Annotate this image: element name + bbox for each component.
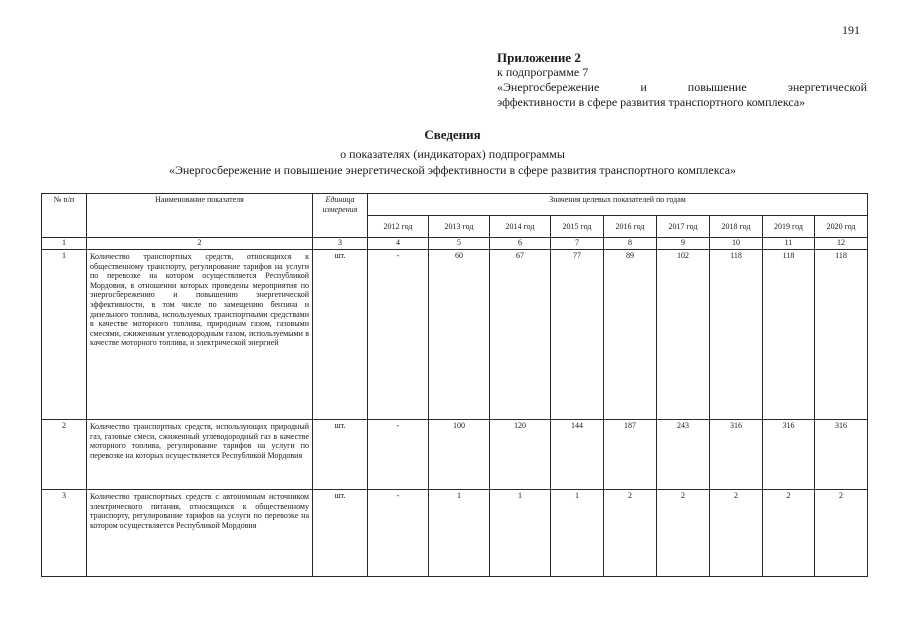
row-value: 102 — [657, 250, 710, 420]
table-row — [42, 250, 868, 420]
header-unit: Единица измерения — [313, 194, 368, 238]
row-name: Количество транспортных средств с автономным источником электрического питания, относящихся к общественному транспорту, регулирование тарифов на услуги по перевозке на котором осуществляется Республикой Мордовия — [87, 490, 313, 577]
row-value: - — [368, 490, 429, 577]
row-value: 187 — [604, 420, 657, 490]
row-value: 316 — [815, 420, 868, 490]
header-year: 2013 год — [429, 216, 490, 238]
column-number: 9 — [657, 238, 710, 250]
column-number: 11 — [763, 238, 815, 250]
row-value: 2 — [604, 490, 657, 577]
header-values: Значения целевых показателей по годам — [368, 194, 868, 216]
column-number: 2 — [87, 238, 313, 250]
appendix-block — [497, 50, 867, 110]
row-value: - — [368, 250, 429, 420]
column-number: 12 — [815, 238, 868, 250]
column-number: 6 — [490, 238, 551, 250]
row-value: 316 — [763, 420, 815, 490]
row-unit: шт. — [313, 420, 368, 490]
row-value: 2 — [763, 490, 815, 577]
row-num: 2 — [42, 420, 87, 490]
header-name: Наименование показателя — [87, 194, 313, 238]
header-year: 2016 год — [604, 216, 657, 238]
row-value: 118 — [763, 250, 815, 420]
row-value: 316 — [710, 420, 763, 490]
header-year: 2020 год — [815, 216, 868, 238]
row-value: 1 — [429, 490, 490, 577]
header-year: 2017 год — [657, 216, 710, 238]
header-year: 2019 год — [763, 216, 815, 238]
header-num: № п/п — [42, 194, 87, 238]
header-year: 2018 год — [710, 216, 763, 238]
page-number: 191 — [842, 23, 860, 37]
row-value: 1 — [490, 490, 551, 577]
info-subtitle-1: о показателях (индикаторах) подпрограммы — [340, 147, 565, 161]
column-number: 10 — [710, 238, 763, 250]
header-year: 2015 год — [551, 216, 604, 238]
row-value: 243 — [657, 420, 710, 490]
row-value: 118 — [710, 250, 763, 420]
appendix-line-2: «Энергосбережение и повышение энергетической — [497, 80, 867, 94]
row-value: 144 — [551, 420, 604, 490]
column-number: 3 — [313, 238, 368, 250]
row-value: 2 — [815, 490, 868, 577]
appendix-line-1: к подпрограмме 7 — [497, 65, 589, 79]
info-title: Сведения — [424, 127, 481, 142]
row-value: 120 — [490, 420, 551, 490]
row-value: 118 — [815, 250, 868, 420]
row-name: Количество транспортных средств, использующих природный газ, газовые смеси, сжиженный углеводородный газ в качестве моторного топлива, регулирование тарифов на услуги по перевозке на которых осуществляется Республикой Мордовия — [87, 420, 313, 490]
row-value: 1 — [551, 490, 604, 577]
row-num: 3 — [42, 490, 87, 577]
header-row-1 — [42, 194, 868, 216]
table-row — [42, 490, 868, 577]
row-value: 60 — [429, 250, 490, 420]
indicators-table — [41, 193, 868, 577]
info-subtitle-2: «Энергосбережение и повышение энергетической эффективности в сфере развития транспортного комплекса» — [168, 163, 737, 177]
column-number: 1 — [42, 238, 87, 250]
row-value: 2 — [710, 490, 763, 577]
header-year: 2012 год — [368, 216, 429, 238]
table-row — [42, 420, 868, 490]
row-unit: шт. — [313, 490, 368, 577]
row-value: 89 — [604, 250, 657, 420]
column-number: 8 — [604, 238, 657, 250]
row-num: 1 — [42, 250, 87, 420]
row-value: 2 — [657, 490, 710, 577]
row-value: 77 — [551, 250, 604, 420]
header-year: 2014 год — [490, 216, 551, 238]
column-number: 7 — [551, 238, 604, 250]
row-value: 100 — [429, 420, 490, 490]
row-value: 67 — [490, 250, 551, 420]
column-number: 5 — [429, 238, 490, 250]
appendix-line-3: эффективности в сфере развития транспортного комплекса» — [497, 95, 806, 109]
column-numbers-row — [42, 238, 868, 250]
row-name: Количество транспортных средств, относящихся к общественному транспорту, регулирование тарифов на услуги по перевозке на котором осуществляется Республикой Мордовия, в отношении которых проведены мероприятия по энергосбережению и повышению энергетической эффективности, в том числе по замещению бензина и дизельного топлива, используемых транспортными средствами в качестве моторного топлива, природным газом, газовыми смесями, сжиженным углеводородным газом, используемыми в качестве моторного топлива, и электрической энергией — [87, 250, 313, 420]
appendix-title: Приложение 2 — [497, 50, 581, 65]
row-unit: шт. — [313, 250, 368, 420]
row-value: - — [368, 420, 429, 490]
column-number: 4 — [368, 238, 429, 250]
